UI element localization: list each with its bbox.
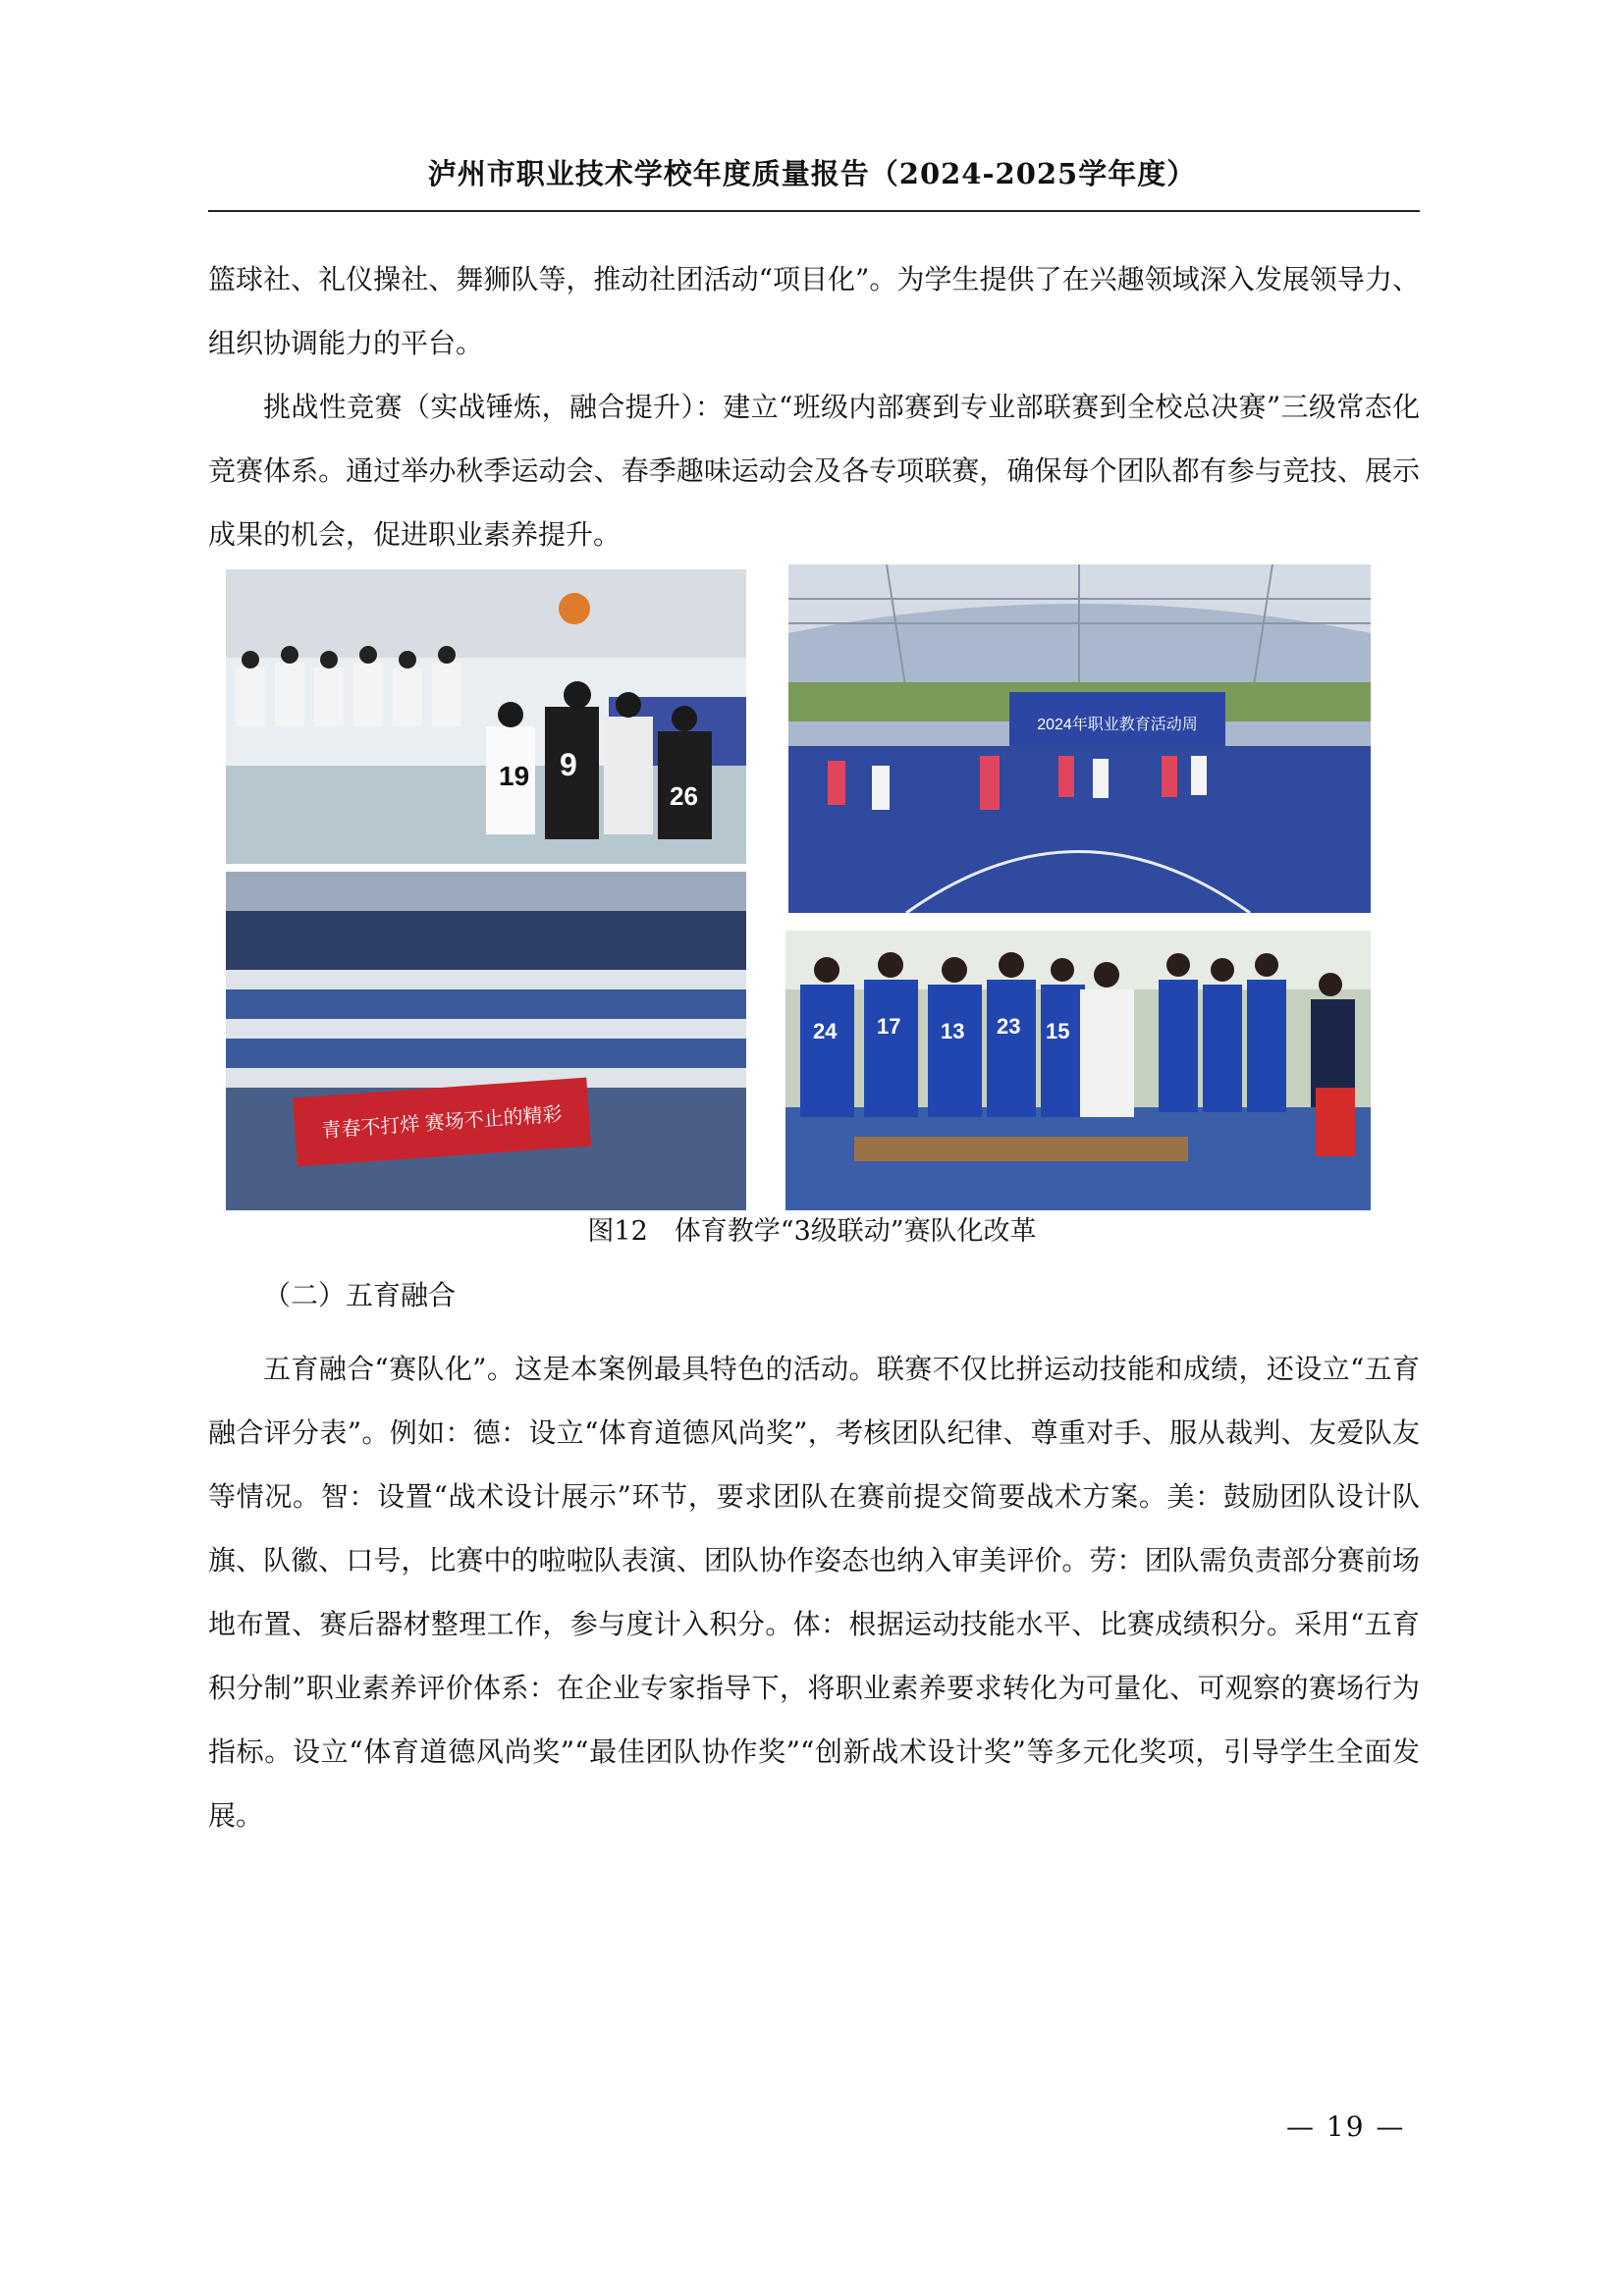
photo-outdoor-court: [788, 564, 1371, 913]
photo-indoor-basketball: [226, 569, 746, 864]
indoor-basketball-illustration: [226, 569, 746, 864]
main-text-block: [208, 1337, 1420, 1847]
photo-award-ceremony: [785, 931, 1371, 1210]
jersey-number: 24: [813, 1019, 838, 1043]
jersey-number: 19: [499, 761, 530, 791]
header-divider: [208, 210, 1420, 212]
paragraph-five-education: 五育融合“赛队化”。这是本案例最具特色的活动。联赛不仅比拼运动技能和成绩，还设立“五育融合评分表”。例如：德：设立“体育道德风尚奖”，考核团队纪律、尊重对手、服从裁判、友爱队友等情况。智：设置“战术设计展示”环节，要求团队在赛前提交简要战术方案。美：鼓励团队设计队旗、队徽、口号，比赛中的啦啦队表演、团队协作姿态也纳入审美评价。劳：团队需负责部分赛前场地布置、赛后器材整理工作，参与度计入积分。体：根据运动技能水平、比赛成绩积分。采用“五育积分制”职业素养评价体系：在企业专家指导下，将职业素养要求转化为可量化、可观察的赛场行为指标。设立“体育道德风尚奖”“最佳团队协作奖”“创新战术设计奖”等多元化奖项，引导学生全面发展。: [208, 1353, 1420, 1832]
basketball-icon: [559, 593, 590, 624]
paragraph-clubs: 篮球社、礼仪操社、舞狮队等，推动社团活动“项目化”。为学生提供了在兴趣领域深入发展领导力、组织协调能力的平台。: [208, 263, 1420, 359]
page-number: — 19 —: [1286, 2110, 1406, 2143]
crowd-banner-text: 青春不打烊 赛场不止的精彩: [320, 1103, 564, 1143]
jersey-number: 17: [877, 1014, 901, 1039]
figure-caption: 图12 体育教学“3级联动”赛队化改革: [587, 1216, 1037, 1247]
jersey-number: 26: [670, 781, 698, 811]
jersey-number: 23: [997, 1014, 1021, 1039]
jersey-number: 9: [560, 747, 577, 782]
jersey-number: 15: [1046, 1019, 1070, 1043]
photo-crowd-stands: [226, 872, 746, 1210]
intro-text-block: [208, 247, 1420, 566]
report-header-title: 泸州市职业技术学校年度质量报告（2024-2025学年度）: [427, 157, 1197, 190]
section-heading: （二）五育融合: [263, 1279, 457, 1311]
outdoor-court-illustration: [788, 564, 1371, 913]
crowd-illustration: [226, 872, 746, 1210]
event-banner-text: 2024年职业教育活动周: [1037, 717, 1198, 733]
paragraph-competition: 挑战性竞赛（实战锤炼，融合提升）：建立“班级内部赛到专业部联赛到全校总决赛”三级常态化竞赛体系。通过举办秋季运动会、春季趣味运动会及各专项联赛，确保每个团队都有参与竞技、展示成果的机会，促进职业素养提升。: [208, 391, 1420, 551]
jersey-number: 13: [941, 1019, 965, 1043]
award-ceremony-illustration: [785, 931, 1371, 1210]
